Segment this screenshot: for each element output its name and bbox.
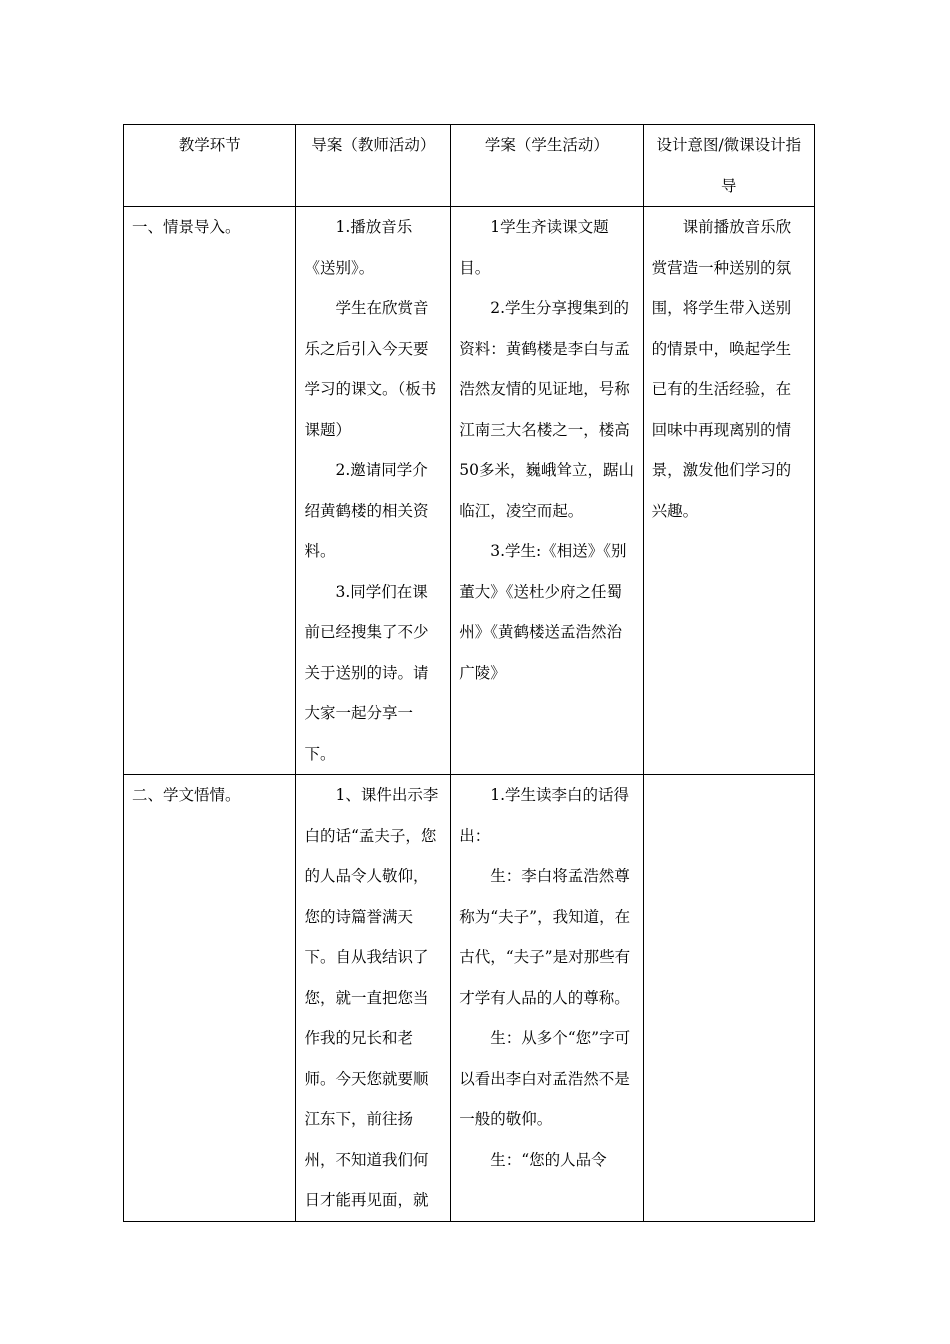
teacher-paragraph: 1.播放音乐《送别》。 <box>304 218 413 277</box>
header-student: 学案（学生活动） <box>451 125 643 207</box>
stage-label: 二、学文悟情。 <box>132 786 241 804</box>
table-row <box>124 775 815 1222</box>
student-paragraph: 生：“您的人品令 <box>490 1150 607 1169</box>
stage-cell <box>124 775 296 1222</box>
teacher-paragraph: 3.同学们在课前已经搜集了不少关于送别的诗。请大家一起分享一下。 <box>304 582 429 763</box>
teacher-cell <box>296 775 451 1222</box>
teacher-paragraph: 1、课件出示李白的话“孟夫子，您的人品令人敬仰，您的诗篇誉满天下。自从我结识了您，就一直把您当作我的兄长和老师。今天您就要顺江东下，前往扬州，不知道我们何日才能再见面，就 <box>304 786 439 1209</box>
student-cell <box>451 207 643 775</box>
design-paragraph: 课前播放音乐欣赏营造一种送别的氛围，将学生带入送别的情景中，唤起学生已有的生活经验，在回味中再现离别的情景，激发他们学习的兴趣。 <box>651 218 792 520</box>
student-paragraph: 3.学生:《相送》《别董大》《送杜少府之任蜀州》《黄鹤楼送孟浩然治广陵》 <box>459 542 627 682</box>
design-cell <box>643 207 814 775</box>
student-paragraph: 生：从多个“您”字可以看出李白对孟浩然不是一般的敬仰。 <box>459 1029 631 1128</box>
student-paragraph: 1.学生读李白的话得出： <box>459 786 630 845</box>
header-teacher: 导案（教师活动） <box>296 125 451 207</box>
table-row <box>124 207 815 775</box>
header-row <box>124 125 815 207</box>
student-paragraph: 生：李白将孟浩然尊称为“夫子”，我知道，在古代，“夫子”是对那些有才学有人品的人的尊称。 <box>459 867 631 1007</box>
stage-cell <box>124 207 296 775</box>
student-paragraph: 2.学生分享搜集到的资料：黄鹤楼是李白与孟浩然友情的见证地，号称江南三大名楼之一，楼高50多米，巍峨耸立，踞山临江，凌空而起。 <box>459 299 634 520</box>
teacher-paragraph: 2.邀请同学介绍黄鹤楼的相关资料。 <box>304 461 429 560</box>
header-design: 设计意图/微课设计指导 <box>643 125 814 207</box>
teacher-cell <box>296 207 451 775</box>
student-paragraph: 1学生齐读课文题目。 <box>459 218 609 277</box>
student-cell <box>451 775 643 1222</box>
design-cell <box>643 775 814 1222</box>
teacher-paragraph: 学生在欣赏音乐之后引入今天要学习的课文。（板书课题） <box>304 299 437 439</box>
stage-label: 一、情景导入。 <box>132 218 241 236</box>
header-stage: 教学环节 <box>124 125 296 207</box>
lesson-plan-table <box>123 124 815 1222</box>
